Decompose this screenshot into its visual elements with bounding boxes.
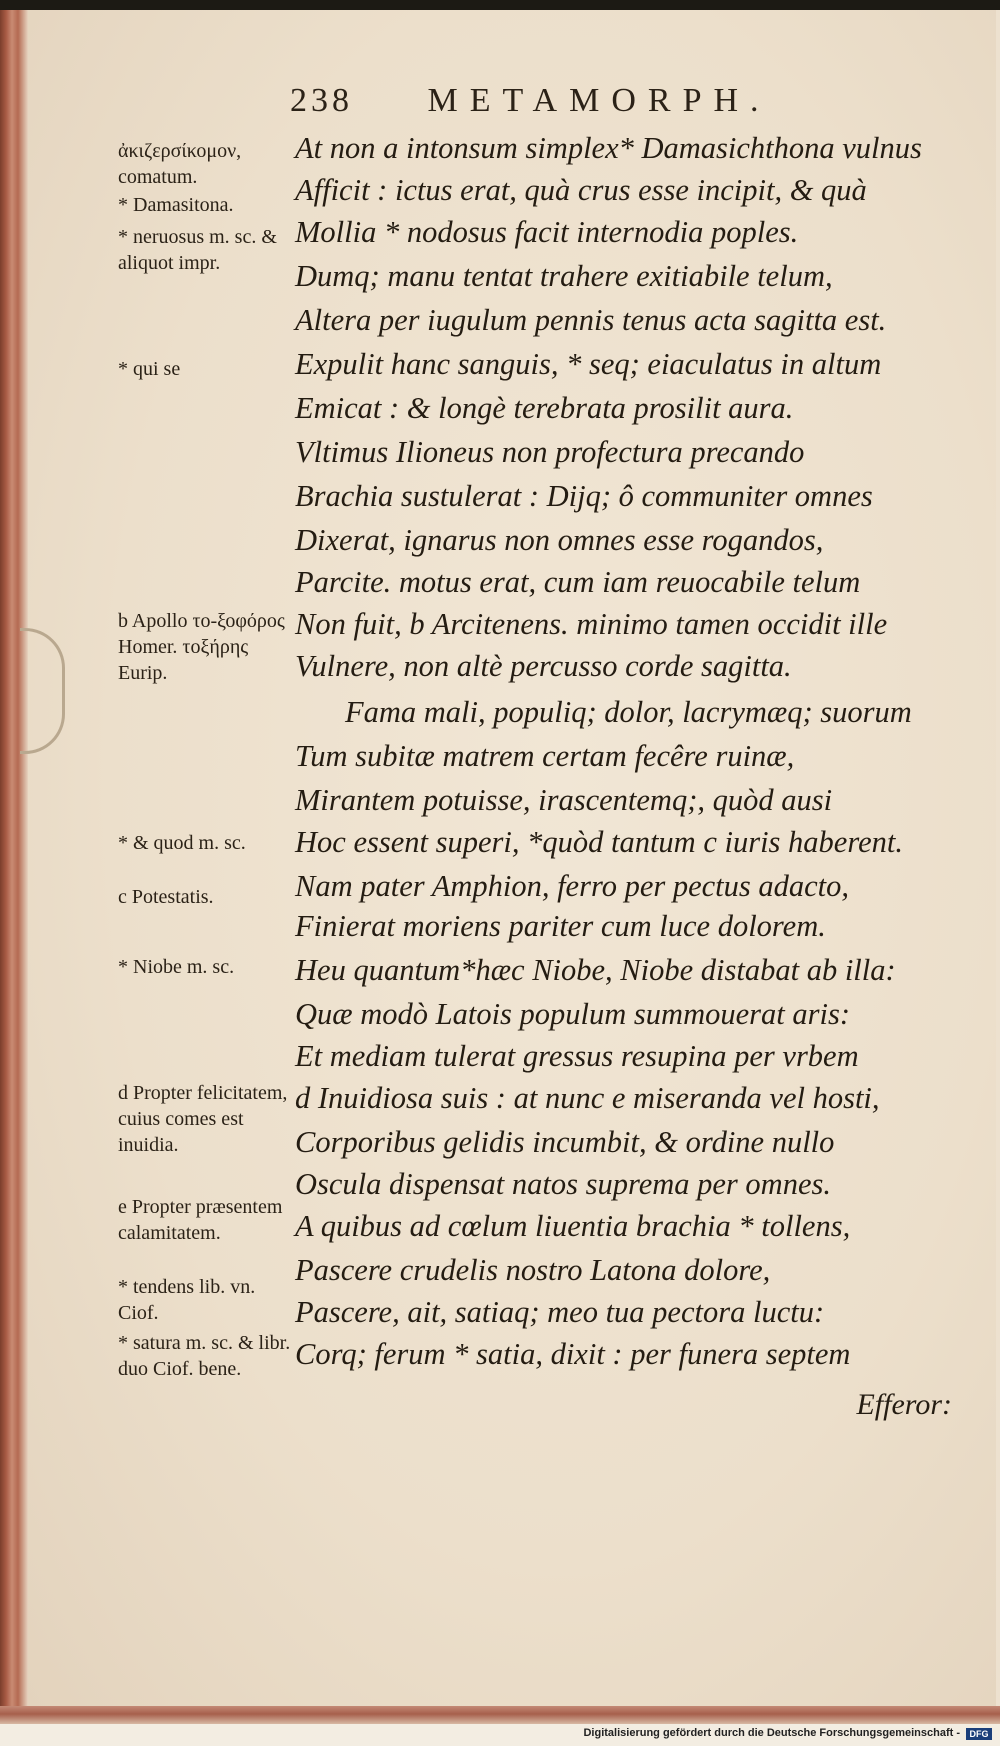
margin-note: * satura m. sc. & libr. duo Ciof. bene. — [118, 1332, 291, 1380]
verse-line: Expulit hanc sanguis, * seq; eiaculatus in altum — [295, 347, 882, 381]
verse-line: Tum subitæ matrem certam fecêre ruinæ, — [295, 739, 795, 773]
verse-line: Dumq; manu tentat trahere exitiabile telum, — [295, 259, 833, 293]
margin-note: * neruosus m. sc. & aliquot impr. — [118, 226, 277, 274]
verse-line: Quæ modò Latois populum summouerat aris: — [295, 997, 850, 1031]
verse-line: Parcite. motus erat, cum iam reuocabile telum — [295, 565, 861, 599]
dfg-logo: DFG — [966, 1728, 992, 1740]
verse-line: Mirantem potuisse, irascentemq;, quòd ausi — [295, 783, 833, 817]
verse-line: At non a intonsum simplex* Damasichthona vulnus — [295, 131, 922, 165]
verse-line: Afficit : ictus erat, quà crus esse incipit, & quà — [295, 173, 867, 207]
margin-note: b Apollo το-ξοφόρος Homer. τοξήρης Eurip. — [118, 610, 285, 684]
margin-note: ἀκιζερσίκομον, comatum. — [118, 140, 242, 188]
verse-line: Dixerat, ignarus non omnes esse rogandos, — [295, 523, 824, 557]
verse-line: Emicat : & longè terebrata prosilit aura. — [295, 391, 794, 425]
scan-top-border — [0, 0, 1000, 10]
verse-line: A quibus ad cœlum liuentia brachia * tollens, — [295, 1209, 851, 1243]
verse-line: Vltimus Ilioneus non profectura precando — [295, 435, 805, 469]
verse-line: Non fuit, b Arcitenens. minimo tamen occidit ille — [295, 607, 888, 641]
clasp-outline — [20, 628, 65, 754]
verse-line: Pascere, ait, satiaq; meo tua pectora luctu: — [295, 1295, 825, 1329]
margin-note: * tendens lib. vn. Ciof. — [118, 1276, 256, 1324]
running-title: METAMORPH. — [427, 82, 771, 119]
verse-line: Mollia * nodosus facit internodia poples. — [295, 215, 799, 249]
verse-line: Altera per iugulum pennis tenus acta sagitta est. — [295, 303, 887, 337]
margin-note: d Propter felicitatem, cuius comes est inuidia. — [118, 1082, 288, 1156]
margin-note: c Potestatis. — [118, 886, 214, 908]
verse-line: Pascere crudelis nostro Latona dolore, — [295, 1253, 771, 1287]
page-edge-left — [0, 10, 28, 1710]
verse-line: Heu quantum*hæc Niobe, Niobe distabat ab illa: — [295, 953, 896, 987]
margin-note: * qui se — [118, 358, 181, 380]
verse-line: Corporibus gelidis incumbit, & ordine nullo — [295, 1125, 835, 1159]
verse-line: Hoc essent superi, *quòd tantum c iuris haberent. — [295, 825, 903, 859]
verse-line: d Inuidiosa suis : at nunc e miseranda vel hosti, — [295, 1081, 880, 1115]
verse-line: Brachia sustulerat : Dijq; ô communiter omnes — [295, 479, 873, 513]
verse-line: Et mediam tulerat gressus resupina per vrbem — [295, 1039, 859, 1073]
margin-note: * Niobe m. sc. — [118, 956, 235, 978]
margin-note: * & quod m. sc. — [118, 832, 246, 854]
margin-note: * Damasitona. — [118, 194, 234, 216]
margin-note: e Propter præsentem calamitatem. — [118, 1196, 283, 1244]
page-edge-bottom — [0, 1706, 1000, 1724]
verse-line: Oscula dispensat natos suprema per omnes. — [295, 1167, 831, 1201]
page-header — [290, 82, 771, 120]
verse-line: Vulnere, non altè percusso corde sagitta. — [295, 649, 792, 683]
verse-line: Corq; ferum * satia, dixit : per funera septem — [295, 1337, 851, 1371]
catchword: Efferor: — [856, 1388, 952, 1421]
page-number: 238 — [290, 82, 353, 119]
verse-line: Fama mali, populiq; dolor, lacrymæq; suorum — [345, 695, 912, 729]
verse-line: Nam pater Amphion, ferro per pectus adacto, — [295, 869, 850, 903]
verse-line: Finierat moriens pariter cum luce dolorem. — [295, 909, 826, 943]
digitization-credit: Digitalisierung gefördert durch die Deutsche Forschungsgemeinschaft - — [583, 1727, 960, 1739]
